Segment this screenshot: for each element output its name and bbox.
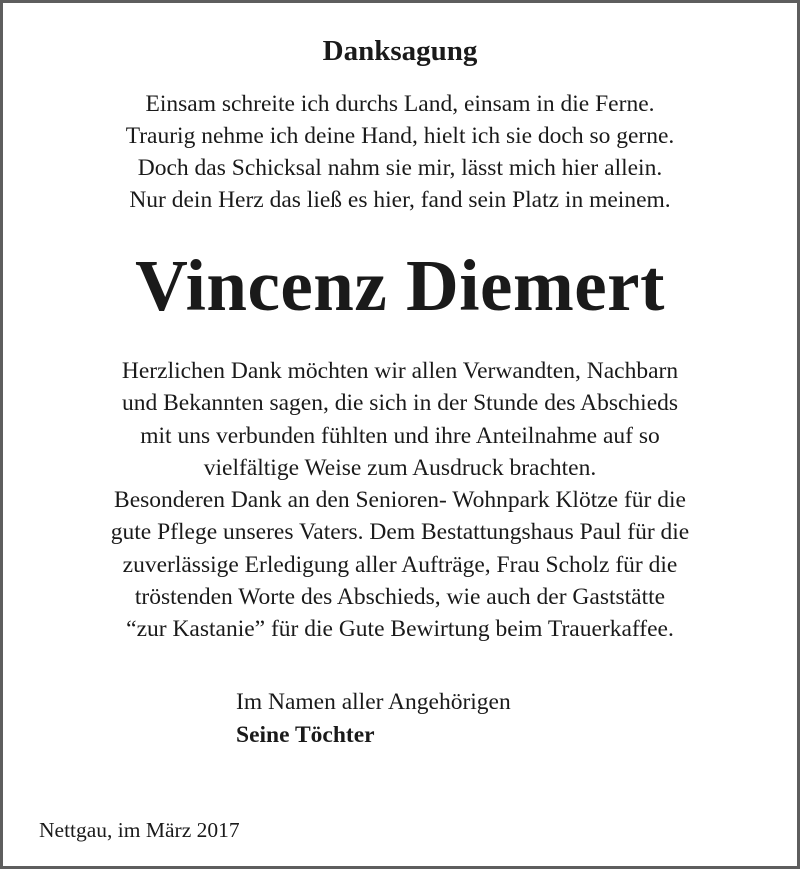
signature-signers: Seine Töchter xyxy=(236,722,375,748)
thanks-line: mit uns verbunden fühlten und ihre Anteilnahme auf so xyxy=(140,422,660,449)
place-date: Nettgau, im März 2017 xyxy=(39,818,240,842)
poem-line: Einsam schreite ich durchs Land, einsam in die Ferne. xyxy=(145,91,655,117)
poem xyxy=(3,88,797,216)
thanks-line: Besonderen Dank an den Senioren- Wohnpark Klötze für die xyxy=(114,487,686,514)
signature-line: Im Namen aller Angehörigen xyxy=(236,689,511,715)
poem-line: Nur dein Herz das ließ es hier, fand sein Platz in meinem. xyxy=(129,187,671,213)
thanks-line: gute Pflege unseres Vaters. Dem Bestattungshaus Paul für die xyxy=(110,519,690,546)
thanks-line: tröstenden Worte des Abschieds, wie auch der Gaststätte xyxy=(134,584,666,611)
thanks-line: “zur Kastanie” für die Gute Bewirtung beim Trauerkaffee. xyxy=(126,616,674,643)
poem-line: Traurig nehme ich deine Hand, hielt ich sie doch so gerne. xyxy=(125,123,675,149)
thanks-line: vielfältige Weise zum Ausdruck brachten. xyxy=(203,454,597,481)
signature-block xyxy=(236,686,511,752)
poem-line: Doch das Schicksal nahm sie mir, lässt mich hier allein. xyxy=(137,155,663,181)
thanks-line: und Bekannten sagen, die sich in der Stunde des Abschieds xyxy=(121,390,679,417)
notice-heading: Danksagung xyxy=(322,35,478,67)
thanks-line: zuverlässige Erledigung aller Aufträge, Frau Scholz für die xyxy=(122,551,678,578)
thanks-text xyxy=(3,355,797,646)
thanks-line: Herzlichen Dank möchten wir allen Verwandten, Nachbarn xyxy=(121,358,679,384)
obituary-notice xyxy=(3,3,797,866)
deceased-name: Vincenz Diemert xyxy=(135,245,665,326)
